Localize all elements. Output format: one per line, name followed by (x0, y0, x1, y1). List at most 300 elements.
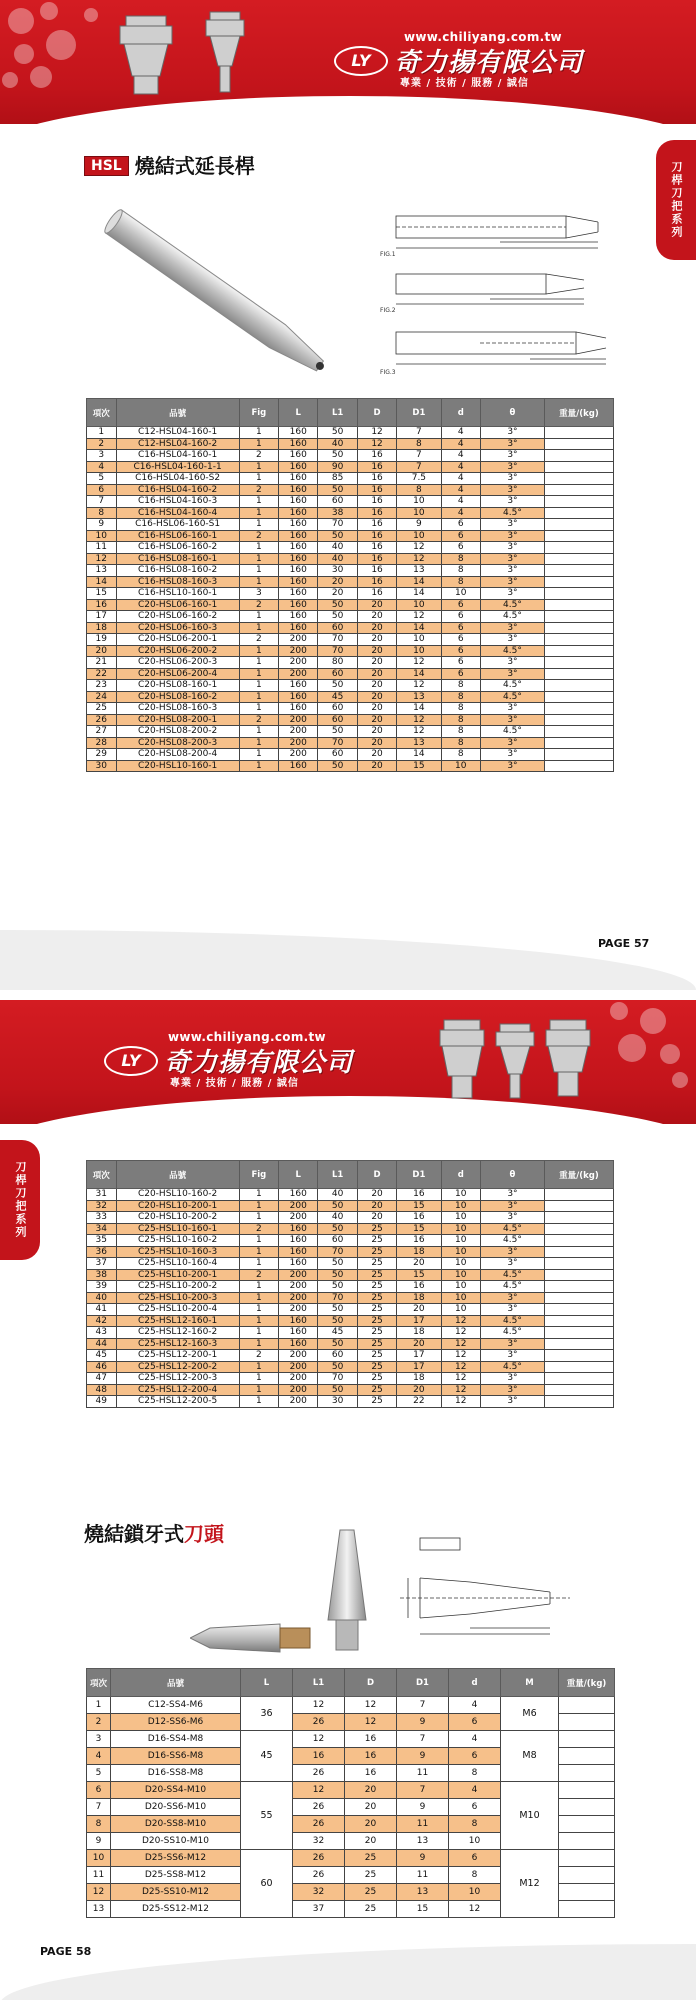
spec-table-hsl-continued (86, 1160, 614, 1408)
table-cell: C16-HSL08-160-3 (116, 576, 239, 588)
table-row (87, 622, 614, 634)
table-cell: 25 (357, 1281, 396, 1293)
table-cell: 8 (441, 691, 480, 703)
tool-holder-image (98, 6, 268, 102)
website-url: www.chiliyang.com.tw (404, 30, 562, 44)
table-cell: C20-HSL06-160-1 (116, 599, 239, 611)
table-cell: 20 (345, 1833, 397, 1850)
table-cell: 3° (480, 703, 544, 715)
table-cell: 8 (441, 726, 480, 738)
table-cell: 200 (279, 1396, 318, 1408)
table-cell: 17 (397, 1315, 441, 1327)
table-cell: 40 (318, 542, 357, 554)
merged-L-cell: 60 (241, 1850, 293, 1918)
table-cell: 3 (239, 588, 278, 600)
table-cell: 20 (357, 737, 396, 749)
weight-cell (559, 1731, 615, 1748)
spec-table-threaded-head (86, 1668, 615, 1918)
table-cell: 20 (357, 1189, 396, 1201)
spec-table-hsl (86, 398, 614, 772)
section-title-text: 燒結式延長桿 (134, 154, 255, 178)
table-cell: 1 (239, 1384, 278, 1396)
table-cell: 50 (318, 1338, 357, 1350)
weight-cell (544, 507, 613, 519)
table-cell: 12 (397, 726, 441, 738)
column-header: L (279, 399, 318, 427)
table-cell: 80 (318, 657, 357, 669)
technical-drawing (380, 196, 630, 380)
table-cell: 4.5° (480, 1361, 544, 1373)
table-cell: 26 (87, 714, 117, 726)
table-cell: 20 (357, 634, 396, 646)
table-cell: 1 (239, 611, 278, 623)
table-cell: 1 (239, 622, 278, 634)
table-cell: 6 (441, 530, 480, 542)
table-cell: 25 (357, 1269, 396, 1281)
table-cell: 1 (87, 427, 117, 439)
table-cell: 50 (318, 599, 357, 611)
merged-M-cell: M10 (501, 1782, 559, 1850)
table-cell: D20-SS10-M10 (111, 1833, 241, 1850)
section-title-black: 燒結鎖牙式 (84, 1522, 184, 1546)
table-cell: 1 (239, 1338, 278, 1350)
table-cell: 200 (279, 1373, 318, 1385)
table-cell: C16-HSL10-160-1 (116, 588, 239, 600)
table-cell: 16 (397, 1281, 441, 1293)
table-cell: 3° (480, 1246, 544, 1258)
table-cell: 50 (318, 611, 357, 623)
table-cell: 70 (318, 634, 357, 646)
table-cell: 25 (357, 1361, 396, 1373)
table-cell: 12 (441, 1315, 480, 1327)
catalog-page-58 (0, 1000, 696, 2000)
weight-cell (559, 1850, 615, 1867)
table-cell: 12 (293, 1782, 345, 1799)
table-cell: 33 (87, 1212, 117, 1224)
table-cell: 6 (441, 668, 480, 680)
table-cell: 15 (397, 1901, 449, 1918)
table-cell: 3° (480, 737, 544, 749)
table-cell: 4.5° (480, 1269, 544, 1281)
weight-cell (544, 1384, 613, 1396)
weight-cell (544, 1281, 613, 1293)
table-cell: 7 (397, 1731, 449, 1748)
table-cell: C16-HSL06-160-S1 (116, 519, 239, 531)
column-header: Fig (239, 399, 278, 427)
table-cell: 15 (87, 588, 117, 600)
table-cell: 10 (87, 530, 117, 542)
table-cell: 4 (441, 507, 480, 519)
table-cell: 160 (279, 1258, 318, 1270)
table-cell: C16-HSL04-160-4 (116, 507, 239, 519)
table-cell: 50 (318, 1269, 357, 1281)
table-row (87, 519, 614, 531)
table-cell: 160 (279, 473, 318, 485)
table-cell: 7 (87, 1799, 111, 1816)
table-cell: D20-SS8-M10 (111, 1816, 241, 1833)
table-cell: 30 (87, 760, 117, 772)
table-header-row (87, 1669, 615, 1697)
table-cell: 34 (87, 1223, 117, 1235)
column-header: D1 (397, 399, 441, 427)
table-cell: 46 (87, 1361, 117, 1373)
table-cell: 12 (397, 714, 441, 726)
table-cell: 8 (441, 749, 480, 761)
table-cell: 160 (279, 703, 318, 715)
table-cell: 7 (397, 427, 441, 439)
table-row (87, 726, 614, 738)
weight-cell (544, 1212, 613, 1224)
table-cell: C25-HSL12-200-1 (116, 1350, 239, 1362)
weight-cell (544, 691, 613, 703)
table-cell: 15 (397, 760, 441, 772)
table-cell: 9 (397, 519, 441, 531)
weight-cell (559, 1867, 615, 1884)
table-cell: 9 (397, 1850, 449, 1867)
table-cell: 16 (357, 576, 396, 588)
table-cell: 70 (318, 737, 357, 749)
table-cell: 20 (357, 611, 396, 623)
table-cell: 25 (87, 703, 117, 715)
weight-cell (544, 1304, 613, 1316)
table-cell: 160 (279, 565, 318, 577)
table-row (87, 542, 614, 554)
table-cell: 1 (239, 542, 278, 554)
table-cell: 6 (441, 645, 480, 657)
table-cell: 160 (279, 1235, 318, 1247)
table-cell: 7 (87, 496, 117, 508)
table-row (87, 473, 614, 485)
table-cell: 9 (87, 1833, 111, 1850)
table-row (87, 530, 614, 542)
table-cell: C25-HSL12-200-2 (116, 1361, 239, 1373)
table-header-row (87, 1161, 614, 1189)
header-banner (0, 0, 696, 124)
table-cell: 25 (345, 1884, 397, 1901)
table-cell: 25 (357, 1258, 396, 1270)
column-header: L1 (318, 1161, 357, 1189)
table-cell: 20 (357, 703, 396, 715)
table-cell: 2 (239, 450, 278, 462)
weight-cell (544, 1350, 613, 1362)
table-row (87, 1350, 614, 1362)
table-cell: 10 (397, 645, 441, 657)
table-cell: 25 (357, 1350, 396, 1362)
table-cell: 3° (480, 519, 544, 531)
table-header-row (87, 399, 614, 427)
table-cell: 3° (480, 427, 544, 439)
table-cell: 16 (357, 496, 396, 508)
table-row (87, 450, 614, 462)
table-cell: 20 (345, 1799, 397, 1816)
table-cell: 25 (357, 1223, 396, 1235)
table-cell: 200 (279, 1384, 318, 1396)
table-cell: D16-SS6-M8 (111, 1748, 241, 1765)
table-cell: 4 (449, 1731, 501, 1748)
column-header: d (441, 399, 480, 427)
table-cell: 45 (318, 1327, 357, 1339)
table-cell: 20 (357, 691, 396, 703)
table-row (87, 1223, 614, 1235)
table-cell: 200 (279, 1269, 318, 1281)
table-cell: 20 (357, 645, 396, 657)
merged-L-cell: 36 (241, 1697, 293, 1731)
table-cell: 1 (239, 461, 278, 473)
table-cell: 1 (239, 691, 278, 703)
table-cell: 16 (87, 599, 117, 611)
table-cell: 26 (293, 1816, 345, 1833)
table-cell: 47 (87, 1373, 117, 1385)
fig-label: FIG.2 (380, 307, 396, 314)
table-cell: 160 (279, 553, 318, 565)
table-cell: 12 (293, 1697, 345, 1714)
column-header: 重量/(kg) (544, 399, 613, 427)
table-cell: 4.5° (480, 599, 544, 611)
table-cell: 1 (87, 1697, 111, 1714)
column-header: L1 (293, 1669, 345, 1697)
column-header: 重量/(kg) (544, 1161, 613, 1189)
table-cell: 2 (239, 599, 278, 611)
weight-cell (544, 427, 613, 439)
table-cell: 4.5° (480, 611, 544, 623)
table-cell: 49 (87, 1396, 117, 1408)
table-cell: 160 (279, 760, 318, 772)
table-cell: 50 (318, 1361, 357, 1373)
table-cell: 13 (397, 691, 441, 703)
table-cell: 3° (480, 1258, 544, 1270)
table-cell: D20-SS6-M10 (111, 1799, 241, 1816)
weight-cell (544, 1315, 613, 1327)
weight-cell (559, 1782, 615, 1799)
table-row (87, 760, 614, 772)
company-slogan: 專業 / 技術 / 服務 / 誠信 (170, 1078, 299, 1089)
table-cell: 6 (449, 1748, 501, 1765)
column-header: d (449, 1669, 501, 1697)
table-cell: 10 (441, 1212, 480, 1224)
weight-cell (544, 1223, 613, 1235)
table-cell: C20-HSL10-160-1 (116, 760, 239, 772)
table-cell: 14 (397, 703, 441, 715)
table-cell: 3° (480, 530, 544, 542)
table-cell: C20-HSL06-200-2 (116, 645, 239, 657)
table-cell: 6 (441, 622, 480, 634)
table-cell: 16 (293, 1748, 345, 1765)
table-cell: 4.5° (480, 1235, 544, 1247)
table-cell: 70 (318, 1292, 357, 1304)
table-cell: C20-HSL10-160-2 (116, 1189, 239, 1201)
table-cell: 28 (87, 737, 117, 749)
table-cell: D20-SS4-M10 (111, 1782, 241, 1799)
table-cell: 160 (279, 1246, 318, 1258)
table-cell: 32 (293, 1833, 345, 1850)
table-cell: 4 (441, 496, 480, 508)
table-cell: C25-HSL10-200-4 (116, 1304, 239, 1316)
table-cell: 12 (87, 553, 117, 565)
weight-cell (544, 530, 613, 542)
table-cell: 9 (87, 519, 117, 531)
table-cell: 38 (318, 507, 357, 519)
column-header: 項次 (87, 1161, 117, 1189)
table-cell: 15 (397, 1269, 441, 1281)
table-cell: 12 (441, 1327, 480, 1339)
table-cell: 60 (318, 496, 357, 508)
table-cell: 18 (397, 1327, 441, 1339)
merged-L-cell: 45 (241, 1731, 293, 1782)
table-cell: 8 (87, 1816, 111, 1833)
table-cell: 25 (357, 1235, 396, 1247)
table-cell: 10 (441, 1246, 480, 1258)
table-cell: 4.5° (480, 726, 544, 738)
column-header: D1 (397, 1161, 441, 1189)
table-cell: C20-HSL06-200-4 (116, 668, 239, 680)
table-cell: 16 (357, 588, 396, 600)
table-cell: C25-HSL10-160-4 (116, 1258, 239, 1270)
table-cell: 2 (87, 438, 117, 450)
table-cell: 1 (239, 680, 278, 692)
weight-cell (544, 1327, 613, 1339)
table-cell: 8 (441, 565, 480, 577)
table-cell: 1 (239, 553, 278, 565)
table-cell: 1 (239, 1189, 278, 1201)
section-tag: HSL (84, 156, 129, 176)
table-cell: 40 (318, 1212, 357, 1224)
table-cell: 10 (397, 599, 441, 611)
table-cell: 4 (87, 1748, 111, 1765)
table-cell: 8 (449, 1816, 501, 1833)
table-row (87, 461, 614, 473)
weight-cell (544, 484, 613, 496)
table-cell: 40 (87, 1292, 117, 1304)
column-header: 項次 (87, 399, 117, 427)
table-cell: 20 (397, 1304, 441, 1316)
table-cell: 3° (480, 1384, 544, 1396)
technical-drawing (400, 1534, 600, 1654)
table-cell: 22 (87, 668, 117, 680)
table-cell: 20 (397, 1258, 441, 1270)
table-cell: 14 (397, 576, 441, 588)
table-cell: 4 (449, 1697, 501, 1714)
weight-cell (559, 1714, 615, 1731)
table-cell: 20 (357, 599, 396, 611)
table-cell: 4 (441, 473, 480, 485)
table-cell: 70 (318, 519, 357, 531)
table-cell: 2 (239, 1350, 278, 1362)
table-cell: 50 (318, 484, 357, 496)
table-cell: 24 (87, 691, 117, 703)
table-cell: C20-HSL06-160-2 (116, 611, 239, 623)
table-cell: 41 (87, 1304, 117, 1316)
table-cell: 60 (318, 1350, 357, 1362)
table-cell: 50 (318, 1384, 357, 1396)
table-cell: 12 (397, 542, 441, 554)
tool-holder-image (426, 1010, 606, 1106)
table-cell: 20 (357, 760, 396, 772)
table-cell: 12 (397, 611, 441, 623)
table-cell: 17 (397, 1350, 441, 1362)
table-cell: 25 (357, 1327, 396, 1339)
header-banner (0, 1000, 696, 1124)
table-cell: C25-HSL10-160-3 (116, 1246, 239, 1258)
table-cell: 27 (87, 726, 117, 738)
weight-cell (544, 519, 613, 531)
column-header: L1 (318, 399, 357, 427)
table-cell: 7 (397, 461, 441, 473)
table-cell: 4 (449, 1782, 501, 1799)
table-row (87, 565, 614, 577)
table-cell: 160 (279, 461, 318, 473)
table-cell: C25-HSL12-200-4 (116, 1384, 239, 1396)
table-cell: 18 (87, 622, 117, 634)
table-cell: 7 (397, 1782, 449, 1799)
table-cell: 2 (87, 1714, 111, 1731)
table-cell: 20 (318, 588, 357, 600)
table-cell: 48 (87, 1384, 117, 1396)
column-header: D (357, 399, 396, 427)
table-cell: 1 (239, 427, 278, 439)
table-cell: 7 (397, 450, 441, 462)
table-cell: 200 (279, 749, 318, 761)
table-row (87, 1384, 614, 1396)
merged-M-cell: M12 (501, 1850, 559, 1918)
table-cell: 3° (480, 1373, 544, 1385)
table-cell: C20-HSL10-200-1 (116, 1200, 239, 1212)
table-cell: 160 (279, 450, 318, 462)
page-number: PAGE 57 (598, 937, 650, 950)
weight-cell (544, 542, 613, 554)
table-cell: 1 (239, 737, 278, 749)
table-row (87, 507, 614, 519)
weight-cell (544, 565, 613, 577)
table-cell: 10 (441, 1281, 480, 1293)
table-cell: 160 (279, 691, 318, 703)
table-row (87, 1212, 614, 1224)
table-cell: 85 (318, 473, 357, 485)
table-cell: C20-HSL08-160-3 (116, 703, 239, 715)
table-cell: 19 (87, 634, 117, 646)
table-cell: 160 (279, 427, 318, 439)
table-cell: 10 (397, 530, 441, 542)
table-cell: 3° (480, 668, 544, 680)
table-cell: C20-HSL08-200-3 (116, 737, 239, 749)
column-header: Fig (239, 1161, 278, 1189)
weight-cell (559, 1765, 615, 1782)
table-row (87, 1327, 614, 1339)
page-number: PAGE 58 (40, 1945, 92, 1958)
table-cell: 1 (239, 1327, 278, 1339)
table-cell: 60 (318, 1235, 357, 1247)
table-cell: 160 (279, 576, 318, 588)
column-header: L (241, 1669, 293, 1697)
table-cell: 4 (441, 461, 480, 473)
table-cell: 50 (318, 530, 357, 542)
table-cell: 16 (397, 1189, 441, 1201)
table-cell: 16 (397, 1212, 441, 1224)
table-cell: 42 (87, 1315, 117, 1327)
weight-cell (544, 611, 613, 623)
table-cell: 60 (318, 622, 357, 634)
table-cell: D16-SS4-M8 (111, 1731, 241, 1748)
weight-cell (544, 1338, 613, 1350)
table-cell: 70 (318, 1373, 357, 1385)
table-cell: 10 (441, 760, 480, 772)
table-cell: 13 (87, 565, 117, 577)
table-cell: 3° (480, 588, 544, 600)
table-cell: 3° (480, 576, 544, 588)
table-cell: 1 (239, 1396, 278, 1408)
table-row (87, 1361, 614, 1373)
table-row (87, 1782, 615, 1799)
table-cell: 43 (87, 1327, 117, 1339)
